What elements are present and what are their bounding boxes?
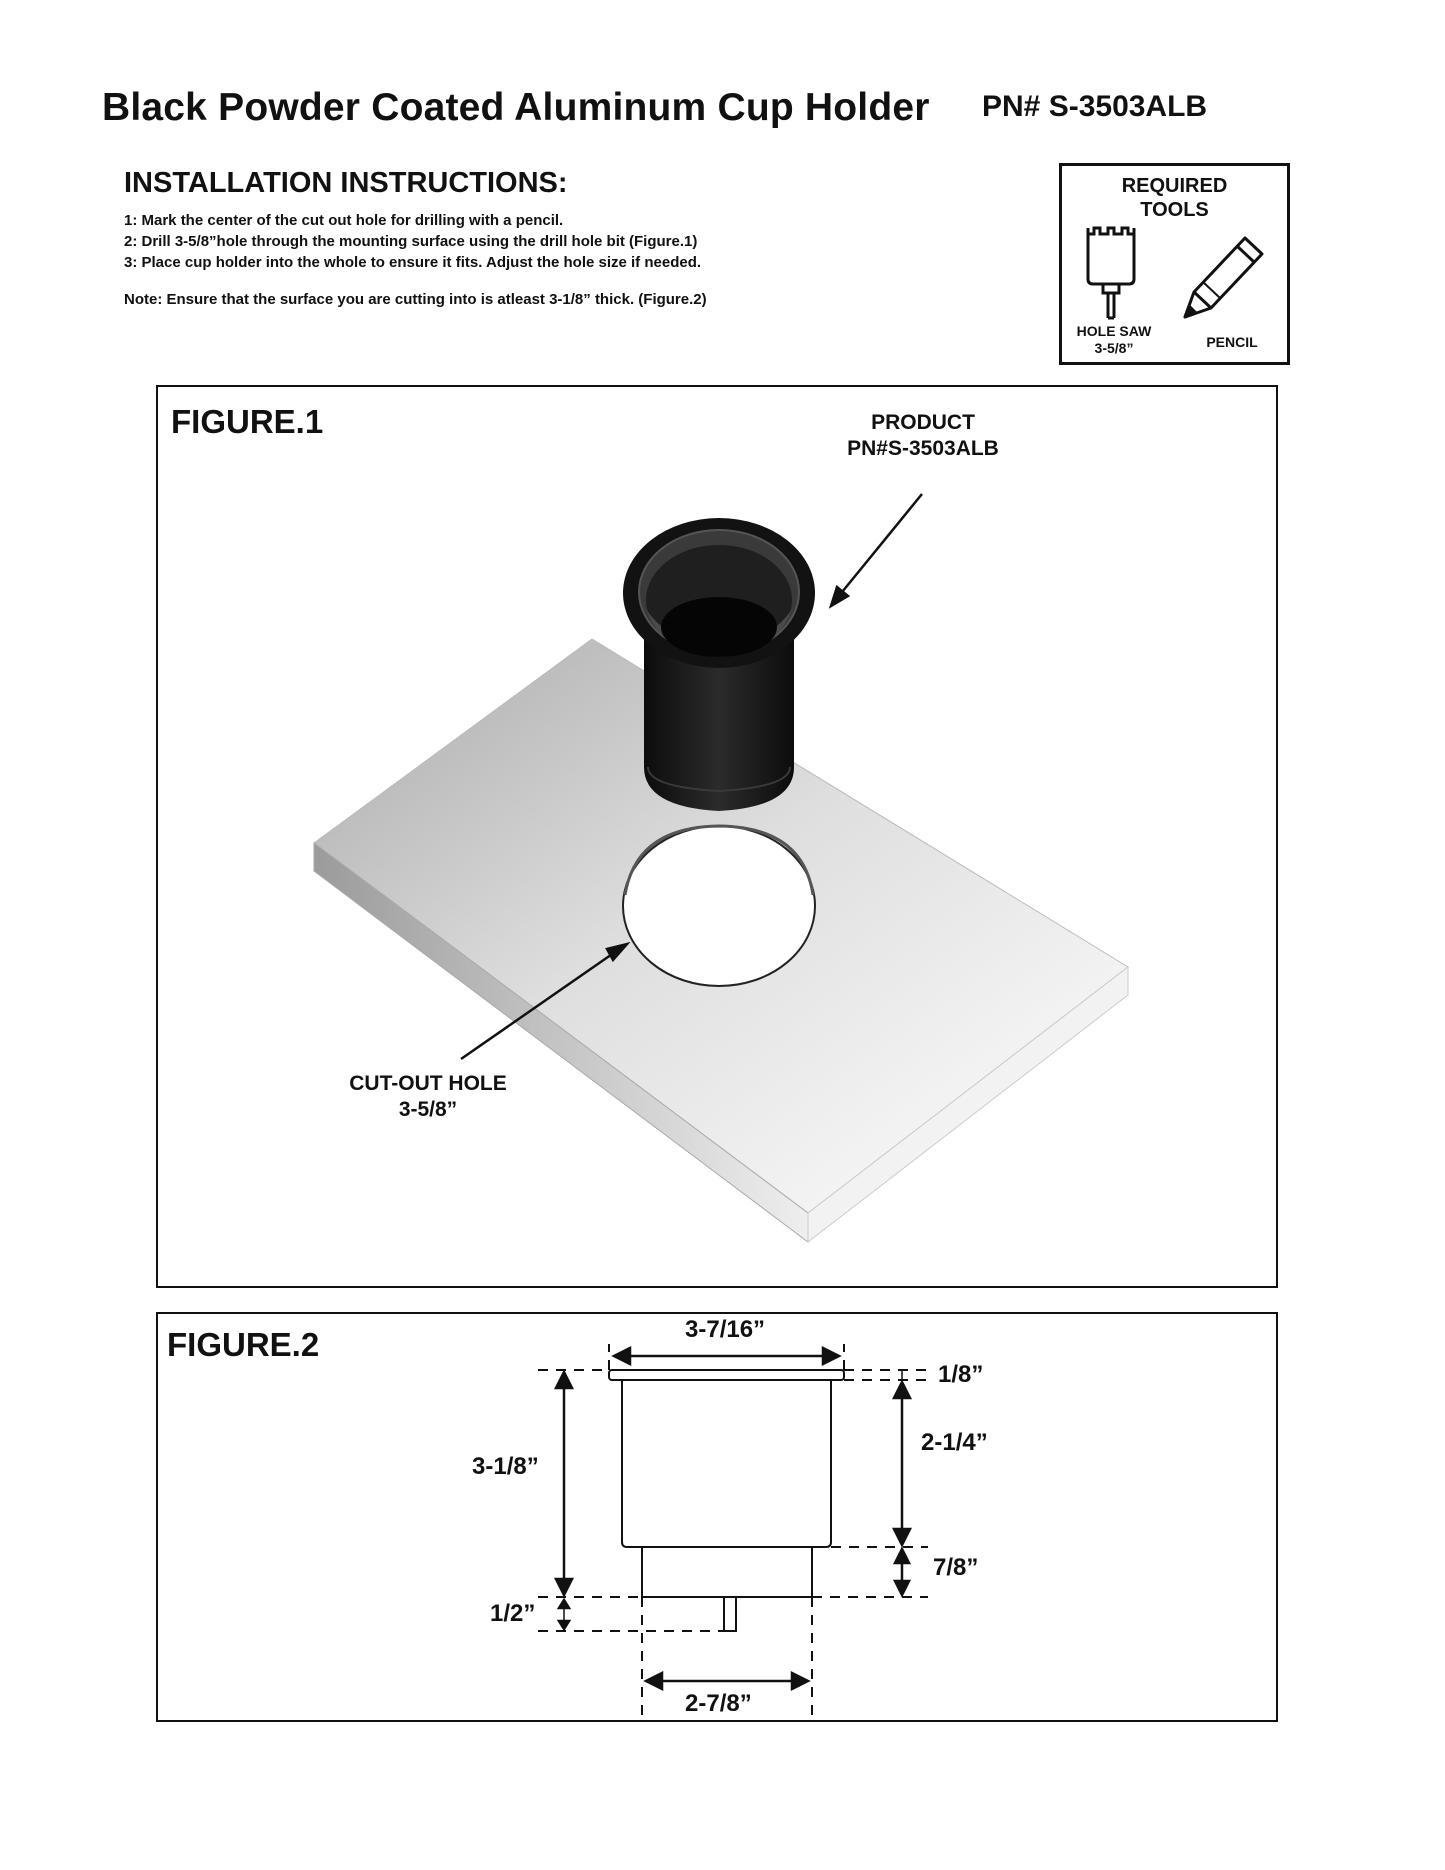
product-callout-line1: PRODUCT <box>871 411 975 434</box>
document-title: Black Powder Coated Aluminum Cup Holder <box>102 86 930 129</box>
pencil-icon <box>1185 238 1262 317</box>
instruction-step-3: 3: Place cup holder into the whole to ensure it fits. Adjust the hole size if needed. <box>124 254 702 271</box>
instruction-step-1: 1: Mark the center of the cut out hole for drilling with a pencil. <box>124 212 564 229</box>
figure-2-dimension-drawing <box>158 1314 1280 1724</box>
cut-out-hole-callout-line1: CUT-OUT HOLE <box>349 1072 507 1095</box>
dim-bottom-width: 2-7/8” <box>685 1690 752 1717</box>
dimension-arrows <box>556 1348 910 1689</box>
product-callout <box>823 410 1023 462</box>
hole-saw-label-line2: 3-5/8” <box>1094 340 1134 356</box>
thickness-note: Note: Ensure that the surface you are cutting into is atleast 3-1/8” thick. (Figure.2) <box>124 291 707 308</box>
dim-flange: 1/8” <box>938 1361 984 1388</box>
figure-1 <box>156 385 1278 1288</box>
product-callout-arrow <box>831 494 922 606</box>
dim-top-width: 3-7/16” <box>685 1316 766 1343</box>
pencil-label: PENCIL <box>1206 334 1258 350</box>
extension-lines <box>538 1344 928 1719</box>
dim-lower: 7/8” <box>933 1554 979 1581</box>
required-tools-box <box>1059 163 1290 365</box>
figure-1-label: FIGURE.1 <box>171 403 324 440</box>
part-number: PN# S-3503ALB <box>982 90 1208 123</box>
cut-out-hole <box>623 826 815 986</box>
figure-2 <box>156 1312 1278 1722</box>
figure-2-label: FIGURE.2 <box>167 1326 320 1363</box>
instruction-step-2: 2: Drill 3-5/8”hole through the mounting surface using the drill hole bit (Figure.1) <box>124 233 698 250</box>
dim-body: 2-1/4” <box>921 1429 988 1456</box>
cut-out-hole-callout <box>328 1071 528 1123</box>
hole-saw-label-line1: HOLE SAW <box>1076 323 1152 339</box>
required-tools-title-line1: REQUIRED <box>1121 175 1228 197</box>
instructions-heading: INSTALLATION INSTRUCTIONS: <box>124 167 568 199</box>
dim-drain: 1/2” <box>490 1600 536 1627</box>
dim-total-height: 3-1/8” <box>472 1453 539 1480</box>
hole-saw-icon <box>1088 228 1134 318</box>
figure-1-illustration <box>158 387 1280 1290</box>
cup-holder-product <box>623 518 815 811</box>
instruction-steps <box>124 210 701 273</box>
cup-side-profile <box>609 1370 844 1631</box>
product-callout-line2: PN#S-3503ALB <box>847 437 999 460</box>
cut-out-hole-callout-line2: 3-5/8” <box>398 1098 458 1121</box>
required-tools-title-line2: TOOLS <box>1140 199 1209 221</box>
hole-saw-label <box>1074 323 1154 357</box>
